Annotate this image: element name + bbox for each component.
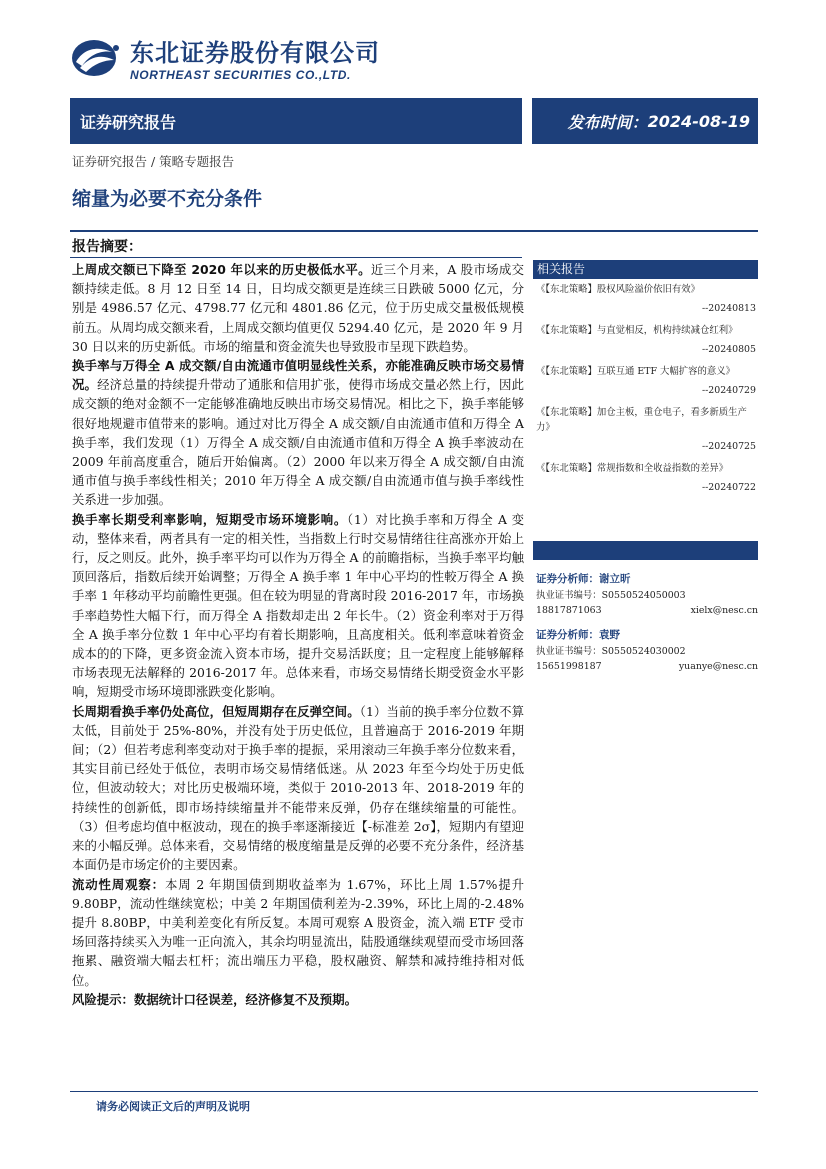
footer-disclaimer: 请务必阅读正文后的声明及说明	[96, 1100, 250, 1113]
paragraph-text: 近三个月来，A 股市场成交额持续走低。8 月 12 日至 14 日，日均成交额更是连续三日跌破 5000 亿元，分别是 4986.57 亿元、4798.77 亿元和 4801.86 亿元，位于历史成交量极低规模前五。从周均成交额来看，上周成交额均值更仅 5294.40 亿元，是 2020 年 9 月 30 日以来的历史新低。市场的缩量和资金流失也导致股市呈现下跌趋势。	[72, 262, 524, 354]
analyst-cert: 执业证书编号：S0550524030002	[536, 646, 686, 657]
summary-heading: 报告摘要：	[72, 239, 142, 255]
publish-date-label: 发布时间：	[567, 112, 648, 132]
analyst-email[interactable]: yuanye@nesc.cn	[678, 661, 758, 672]
summary-paragraph	[72, 260, 524, 356]
related-report-date: --20240813	[701, 303, 756, 314]
summary-paragraph	[72, 356, 524, 510]
related-report-title[interactable]: 《【东北策略】与直觉相反，机构持续减仓红利》	[536, 325, 738, 336]
brand	[130, 40, 380, 82]
paragraph-lead: 换手率长期受利率影响，短期受市场环境影响。	[72, 511, 347, 527]
paragraph-lead: 流动性周观察：	[72, 876, 165, 892]
analyst-phone: 18817871063	[536, 605, 602, 616]
related-report-date: --20240729	[701, 385, 756, 396]
paragraph-lead: 长周期看换手率仍处高位，但短周期存在反弹空间。	[72, 703, 360, 719]
related-report-item[interactable]	[536, 364, 758, 398]
analyst-name: 证券分析师：袁野	[536, 629, 620, 641]
summary-paragraph	[72, 875, 524, 990]
related-report-item[interactable]	[536, 461, 758, 495]
analyst-cert: 执业证书编号：S0550524050003	[536, 590, 686, 601]
paragraph-text: 本周 2 年期国债到期收益率为 1.67%，环比上周 1.57%提升 9.80BP，流动性继续宽松；中美 2 年期国债利差为-2.39%，环比上周的-2.48%提升 8.80BP，中美利差变化有所反复。本周可观察 A 股资金，流入端 ETF 受市场回落持续买入为唯一正向流入，其余均明显流出，陆股通继续观望而受市场回落拖累、融资端大幅去杠杆；流出端压力平稳，股权融资、解禁和减持维持相对低位。	[72, 876, 524, 988]
analyst-name: 证券分析师：谢立昕	[536, 573, 631, 585]
report-type-banner	[70, 98, 522, 144]
analyst-section-bar	[533, 541, 758, 560]
related-report-item[interactable]	[536, 282, 758, 316]
analyst-card	[536, 626, 758, 674]
related-report-item[interactable]	[536, 323, 758, 357]
related-report-title[interactable]: 《【东北策略】常规指数和全收益指数的差异》	[536, 463, 729, 474]
paragraph-lead: 换手率与万得全 A 成交额/自由流通市值明显线性关系，亦能准确反映市场交易情况。	[72, 358, 524, 393]
footer-divider	[70, 1091, 758, 1092]
publish-date: 2024-08-19	[647, 111, 750, 131]
paragraph-text: 经济总量的持续提升带动了通胀和信用扩张，使得市场成交量必然上行，因此成交额的绝对金额不一定能够准确地反映出市场交易情况。相比之下，换手率能够很好地规避市值带来的影响。通过对比万得全 A 成交额/自由流通市值和万得全 A 换手率，我们发现（1）万得全 A 成交额/自由流通市值和万得全 A 换手率波动在 2009 年前高度重合，随后开始偏离。（2）2000 年以来万得全 A 成交额/自由流通市值与换手率线性相关；2010 年万得全 A 成交额/自由流通市值与换手率线性关系进一步加强。	[72, 377, 525, 508]
related-reports-header: 相关报告	[533, 260, 758, 279]
analyst-card	[536, 570, 758, 618]
summary-body	[72, 260, 524, 1009]
analyst-list	[536, 570, 758, 682]
title-divider	[70, 230, 758, 232]
related-report-title[interactable]: 《【东北策略】加仓主板，重仓电子，看多新质生产力》	[536, 407, 747, 433]
related-report-date: --20240805	[701, 344, 756, 355]
risk-warning: 风险提示：数据统计口径误差，经济修复不及预期。	[72, 991, 357, 1007]
brand-name-cn: 东北证券股份有限公司	[130, 39, 380, 67]
paragraph-text: （1）对比换手率和万得全 A 变动，整体来看，两者具有一定的相关性，当指数上行时交易情绪往往高涨亦开始上行，反之则反。此外，换手率平均可以作为万得全 A 的前瞻指标，当换手率平均触顶回落后，指数后续开始调整；万得全 A 换手率 1 年中心平均的性較万得全 A 换手率 1 年移动平均前瞻性更强。但在较为明显的背离时段 2016-2017 年，市场换手率趋势性大幅下行，而万得全 A 指数却走出 2 年长牛。（2）资金利率对于万得全 A 换手率分位数 1 年中心平均有着长期影响，且高度相关。低利率意味着资金成本的的下降，更多资金流入资本市场，提升交易活跃度；且一定程度上能够解释市场表现无法解释的 2016-2017 年。总体来看，市场交易情绪长期受资金水平影响，短期受市场环境即涨跌变化影响。	[72, 511, 525, 700]
related-report-item[interactable]	[536, 405, 758, 454]
report-type-label: 证券研究报告	[80, 112, 177, 132]
analyst-email[interactable]: xielx@nesc.cn	[690, 605, 758, 616]
related-report-date: --20240725	[701, 441, 756, 452]
related-report-title[interactable]: 《【东北策略】互联互通 ETF 大幅扩容的意义》	[536, 366, 735, 377]
publish-date-banner	[532, 98, 758, 144]
summary-divider	[70, 257, 522, 258]
related-report-date: --20240722	[701, 482, 756, 493]
breadcrumb: 证券研究报告 / 策略专题报告	[72, 154, 235, 169]
summary-paragraph	[72, 702, 524, 875]
related-reports-list	[536, 282, 758, 502]
page-title: 缩量为必要不充分条件	[72, 188, 263, 210]
summary-paragraph	[72, 990, 524, 1009]
summary-paragraph	[72, 510, 524, 702]
brand-name-en: NORTHEAST SECURITIES CO.,LTD.	[130, 68, 351, 82]
related-report-title[interactable]: 《【东北策略】股权风险溢价依旧有效》	[536, 284, 701, 295]
paragraph-text: （1）当前的换手率分位数不算太低，目前处于 25%-80%，并没有处于历史低位，且普遍高于 2016-2019 年期间；（2）但若考虑利率变动对于换手率的提振，采用滚动三年换手率分位数来看，其实目前已经处于低位，表明市场交易情绪低迷。从 2023 年至今均处于历史低位，但波动较大；对比历史极端环境，类似于 2010-2013 年、2018-2019 年的持续性的创新低，即市场持续缩量并不能带来反弹，仍存在继续缩量的可能性。（3）但考虑均值中枢波动，现在的换手率逐渐接近【-标准差 2σ】，短期内有望迎来的小幅反弹。总体来看，交易情绪的极度缩量是反弹的必要不充分条件，经济基本面仍是市场定价的主要因素。	[72, 703, 524, 873]
analyst-phone: 15651998187	[536, 661, 602, 672]
paragraph-lead: 上周成交额已下降至 2020 年以来的历史极低水平。	[72, 262, 371, 277]
company-logo-icon	[70, 38, 122, 78]
